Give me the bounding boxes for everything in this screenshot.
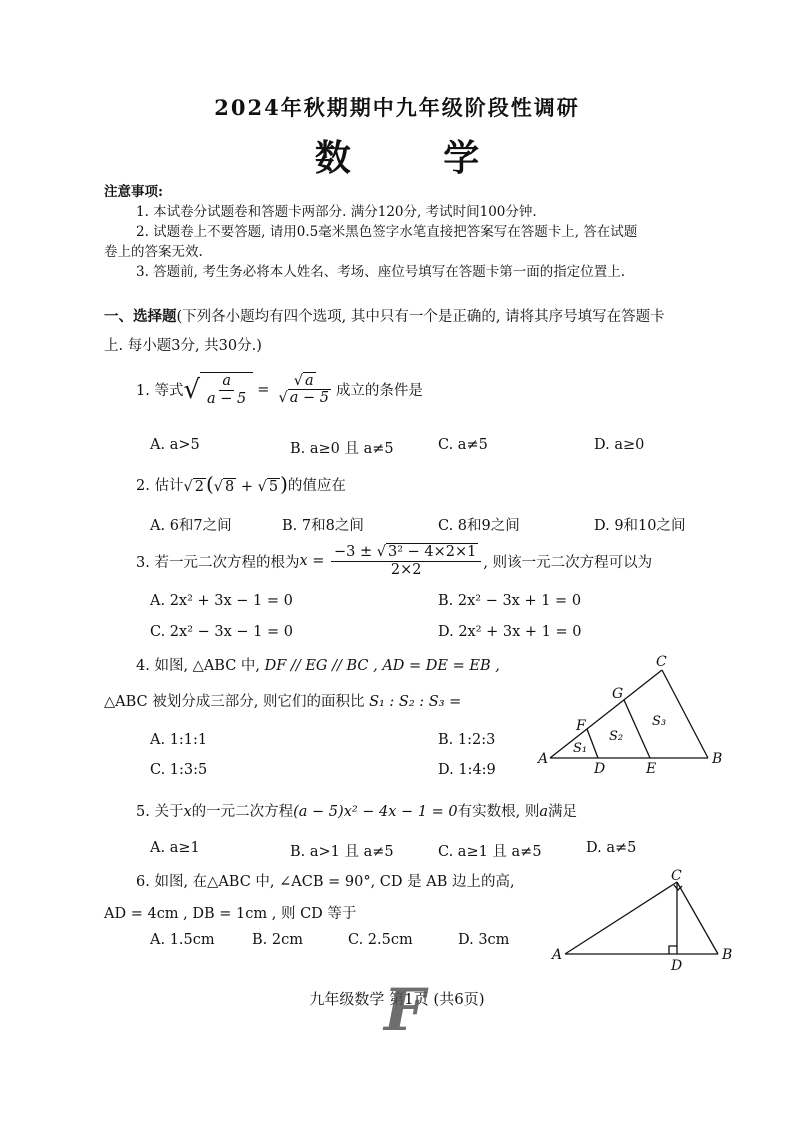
q3-prefix: 3. 若一元二次方程的根为 [136,554,300,571]
q3-option-d: D. 2x² + 3x + 1 = 0 [438,624,582,640]
q4-condition: DF // EG // BC , AD = DE = EB , [264,658,500,674]
q4-triangle-figure [530,650,730,775]
q3-formula: x = $\frac{\text{−3 ± √ 3² − 4×2×1}}{2\times 2}$ [299,544,483,578]
q2-option-d: D. 9和10之间 [594,518,686,534]
question-2 [136,472,346,496]
q4-prefix: 4. 如图, △ABC 中, [136,658,261,674]
section-desc-2: 上. 每小题3分, 共30分.) [104,338,262,354]
q4-line2-text: △ABC 被划分成三部分, 则它们的面积比 [104,694,365,710]
q4-label-c: C [656,654,667,670]
notice-heading: 注意事项: [104,184,163,200]
q4-ratio: S₁ : S₂ : S₃ = [369,694,462,710]
q5-mid: 的一元二次方程 [191,804,294,820]
q1-option-c: C. a≠5 [438,437,488,453]
q6-label-c: C [671,868,682,884]
q4-side-ac [550,670,662,758]
q5-option-d: D. a≠5 [586,840,637,856]
question-6-line2: AD = 4cm , DB = 1cm , 则 CD 等于 [104,906,357,922]
q6-option-a: A. 1.5cm [150,932,215,948]
notice-item-1: 1. 本试卷分试题卷和答题卡两部分. 满分120分, 考试时间100分钟. [136,204,537,220]
q4-option-c: C. 1:3:5 [150,762,208,778]
q4-label-f: F [576,718,586,734]
q4-segment-eg [624,700,650,758]
notice-item-2-cont: 卷上的答案无效. [104,244,203,260]
q5-option-c: C. a≥1 且 a≠5 [438,844,542,860]
q1-option-d: D. a≥0 [594,437,645,453]
question-4-line1 [136,654,500,675]
q3-option-a: A. 2x² + 3x − 1 = 0 [150,593,293,609]
q5-equation: (a − 5)x² − 4x − 1 = 0 [293,804,458,820]
subject-title: 数 学 [314,137,520,179]
question-3 [136,544,652,578]
q2-formula: √ 2 (√ 8 + √ 5 ) [183,472,288,496]
q5-suffix: 有实数根, 则 [457,804,540,820]
q6-right-angle-mark-d [669,946,677,954]
q1-option-a: A. a>5 [150,437,200,453]
q1-option-b: B. a≥0 且 a≠5 [290,441,394,457]
q5-end: 满足 [548,804,578,820]
q2-option-a: A. 6和7之间 [150,518,232,534]
version-stamp: F [384,976,426,1044]
q6-triangle-figure [550,868,740,974]
q5-var-x: x [183,804,192,820]
q4-label-e: E [646,761,657,775]
q6-label-d: D [671,958,683,974]
q6-option-d: D. 3cm [458,932,510,948]
q6-option-c: C. 2.5cm [348,932,413,948]
question-4-line2 [104,690,461,711]
q5-var-a: a [539,804,549,820]
q1-suffix: 成立的条件是 [335,383,423,400]
q4-side-cb [662,670,708,758]
section-heading [104,305,665,326]
q2-option-b: B. 7和8之间 [282,518,364,534]
question-5 [136,800,577,821]
q1-formula: √ $\frac{a}{a - 5}$ = $\frac{√ a}{√ a - 5}$ [183,372,329,407]
q4-option-d: D. 1:4:9 [438,762,496,778]
q4-label-s1: S₁ [573,741,588,756]
q4-label-d: D [594,761,606,775]
notice-item-3: 3. 答题前, 考生务必将本人姓名、考场、座位号填写在答题卡第一面的指定位置上. [136,264,626,280]
q6-side-cb [677,882,718,954]
q4-label-a: A [538,751,549,767]
q4-option-b: B. 1:2:3 [438,732,496,748]
q4-label-s2: S₂ [609,729,624,744]
q5-prefix: 5. 关于 [136,804,184,820]
q3-option-b: B. 2x² − 3x + 1 = 0 [438,593,582,609]
page-footer: 九年级数学 第1页 (共6页) [309,990,485,1008]
section-title: 一、选择题 [104,308,177,325]
question-1 [136,372,423,407]
paper-title: 2024年秋期期中九年级阶段性调研 [214,95,580,120]
q4-label-s3: S₃ [652,714,667,729]
q3-option-c: C. 2x² − 3x − 1 = 0 [150,624,293,640]
q6-side-ac [565,882,677,954]
q3-suffix: , 则该一元二次方程可以为 [483,554,653,571]
notice-item-2: 2. 试题卷上不要答题, 请用0.5毫米黑色签字水笔直接把答案写在答题卡上, 答在试题 [136,224,638,240]
q6-option-b: B. 2cm [252,932,303,948]
section-desc-1: (下列各小题均有四个选项, 其中只有一个是正确的, 请将其序号填写在答题卡 [176,309,665,325]
question-6-line1: 6. 如图, 在△ABC 中, ∠ACB = 90°, CD 是 AB 边上的高, [136,874,515,890]
q4-label-b: B [712,751,723,767]
q4-segment-df [587,729,598,758]
q5-option-a: A. a≥1 [150,840,200,856]
q4-label-g: G [612,686,624,702]
q5-option-b: B. a>1 且 a≠5 [290,844,394,860]
q2-option-c: C. 8和9之间 [438,518,520,534]
q1-prefix: 1. 等式 [136,383,184,400]
q6-label-a: A [552,947,563,963]
q6-label-b: B [722,947,733,963]
q2-suffix: 的值应在 [287,477,346,494]
q2-prefix: 2. 估计 [136,477,184,494]
q4-option-a: A. 1:1:1 [150,732,208,748]
